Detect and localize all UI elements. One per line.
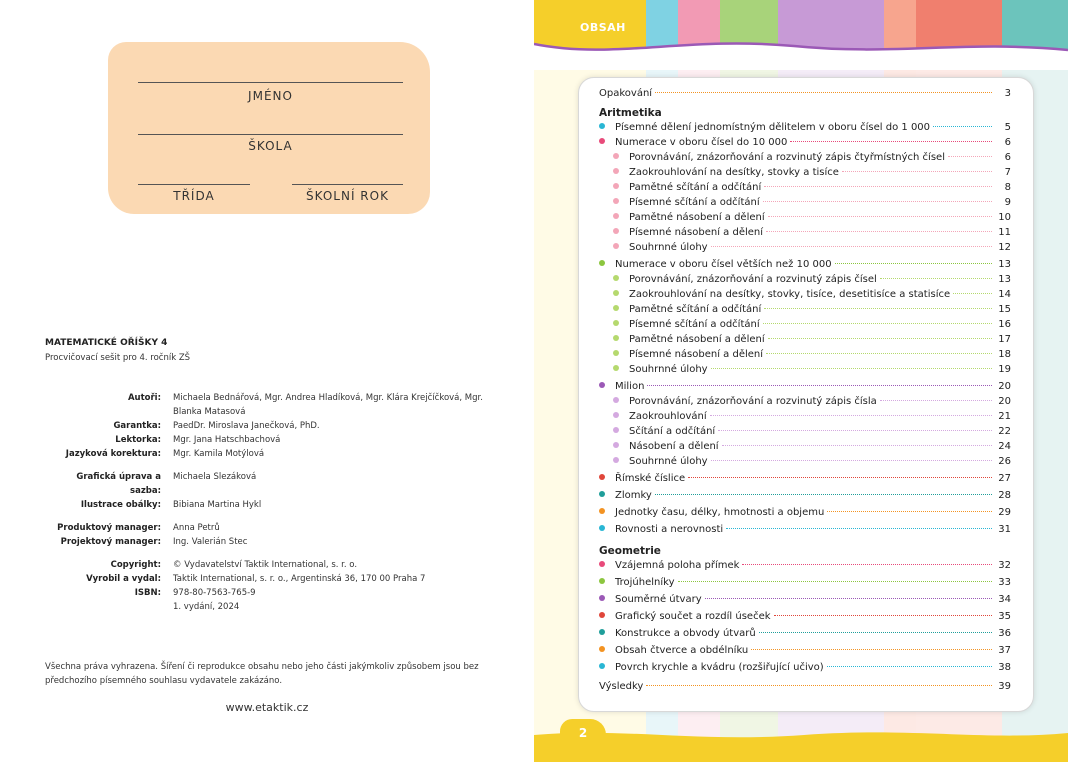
right-page (534, 0, 1068, 762)
school-year-label: ŠKOLNÍ ROK (306, 189, 389, 203)
bullet-icon (613, 198, 619, 204)
bullet-icon (599, 138, 605, 144)
toc-page-number: 6 (1004, 152, 1011, 163)
toc-page-number: 24 (998, 441, 1011, 452)
bullet-icon (599, 260, 605, 266)
toc-subentry[interactable] (599, 240, 1011, 255)
bullet-icon (613, 213, 619, 219)
school-label: ŠKOLA (248, 139, 293, 153)
bullet-icon (613, 412, 619, 418)
toc-page-number: 21 (998, 411, 1011, 422)
toc-entry-title: Souměrné útvary (615, 594, 702, 605)
toc-page-number: 10 (998, 212, 1011, 223)
toc-page-number: 5 (1004, 122, 1011, 133)
bullet-icon (613, 290, 619, 296)
toc-entry-title: Souhrnné úlohy (629, 364, 708, 375)
bullet-icon (613, 168, 619, 174)
bullet-icon (599, 525, 605, 531)
toc-entry[interactable] (599, 522, 1011, 537)
toc-entry[interactable] (599, 609, 1011, 624)
footer-wave (534, 725, 1068, 762)
credit-key: Lektorka: (115, 435, 161, 445)
bullet-icon (613, 153, 619, 159)
toc-subentry[interactable] (599, 287, 1011, 302)
bullet-icon (599, 123, 605, 129)
toc-entry[interactable] (599, 471, 1011, 486)
bullet-icon (599, 663, 605, 669)
book-subtitle: Procvičovací sešit pro 4. ročník ZŠ (45, 353, 191, 363)
credit-key: Ilustrace obálky: (80, 500, 161, 510)
toc-entry-title: Trojúhelníky (615, 577, 675, 588)
leader-dots (647, 385, 992, 386)
toc-page-number: 27 (998, 473, 1011, 484)
toc-entry-title: Pamětné násobení a dělení (629, 212, 765, 223)
credit-row (45, 391, 505, 419)
website-link[interactable]: www.etaktik.cz (225, 701, 309, 714)
toc-entry-title: Povrch krychle a kvádru (rozšiřující učivo) (615, 662, 824, 673)
toc-entry-title: Grafický součet a rozdíl úseček (615, 611, 771, 622)
toc-page-number: 7 (1004, 167, 1011, 178)
leader-dots (764, 186, 992, 187)
toc-page-number: 20 (998, 396, 1011, 407)
name-form-box (108, 42, 430, 214)
toc-page-number: 12 (998, 242, 1011, 253)
toc-page-number: 13 (998, 259, 1011, 270)
leader-dots (948, 156, 992, 157)
leader-dots (711, 246, 992, 247)
name-label: JMÉNO (248, 89, 293, 103)
toc-page-number: 20 (998, 381, 1011, 392)
credit-row (45, 521, 505, 535)
toc-subentry[interactable] (599, 317, 1011, 332)
bullet-icon (613, 427, 619, 433)
credit-value: 1. vydání, 2024 (173, 602, 240, 612)
bullet-icon (599, 508, 605, 514)
toc-page-number: 38 (998, 662, 1011, 673)
leader-dots (711, 368, 992, 369)
toc-page-number: 36 (998, 628, 1011, 639)
toc-entry-title: Písemné sčítání a odčítání (629, 197, 760, 208)
credit-value: Michaela Bednářová, Mgr. Andrea Hladíková, Mgr. Klára Krejčíčková, Mgr. Blanka Matasová (173, 393, 483, 417)
toc-page-number: 8 (1004, 182, 1011, 193)
toc-entry[interactable] (599, 379, 1011, 394)
toc-entry-title: Sčítání a odčítání (629, 426, 716, 437)
leader-dots (711, 460, 992, 461)
toc-entry-title: Pamětné sčítání a odčítání (629, 182, 762, 193)
toc-page-number: 35 (998, 611, 1011, 622)
toc-page-number: 31 (998, 524, 1011, 535)
credit-key: Autoři: (127, 393, 161, 403)
leader-dots (880, 400, 992, 401)
toc-subentry[interactable] (599, 439, 1011, 454)
bullet-icon (613, 275, 619, 281)
toc-subentry[interactable] (599, 210, 1011, 225)
toc-entry-title: Porovnávání, znázorňování a rozvinutý zápis čísel (629, 274, 877, 285)
toc-page-number: 32 (998, 560, 1011, 571)
leader-dots (827, 511, 992, 512)
toc-entry[interactable] (599, 592, 1011, 607)
credit-key: Garantka: (113, 421, 161, 431)
bullet-icon (599, 595, 605, 601)
toc-section-heading: Geometrie (599, 545, 661, 557)
leader-dots (790, 141, 992, 142)
toc-page-number: 39 (998, 681, 1011, 692)
toc-page-number: 22 (998, 426, 1011, 437)
toc-entry-title: Rovnosti a nerovnosti (615, 524, 724, 535)
toc-subentry[interactable] (599, 272, 1011, 287)
toc-card (578, 77, 1034, 712)
toc-entry[interactable] (599, 679, 1011, 694)
page-number: 2 (560, 719, 606, 747)
toc-entry-title: Porovnávání, znázorňování a rozvinutý zápis čtyřmístných čísel (629, 152, 945, 163)
leader-dots (718, 430, 992, 431)
leader-dots (751, 649, 992, 650)
credit-row (45, 600, 505, 614)
toc-entry-title: Násobení a dělení (629, 441, 719, 452)
bullet-icon (613, 397, 619, 403)
toc-entry-title: Pamětné sčítání a odčítání (629, 304, 762, 315)
bullet-icon (613, 243, 619, 249)
leader-dots (827, 666, 992, 667)
credit-row (45, 470, 505, 498)
bullet-icon (599, 646, 605, 652)
toc-page-number: 37 (998, 645, 1011, 656)
toc-subentry[interactable] (599, 332, 1011, 347)
toc-entry[interactable] (599, 558, 1011, 573)
toc-page-number: 17 (998, 334, 1011, 345)
toc-subentry[interactable] (599, 362, 1011, 377)
credit-value: Anna Petrů (173, 523, 220, 533)
toc-page-number: 29 (998, 507, 1011, 518)
credit-value: Mgr. Kamila Motýlová (173, 449, 265, 459)
toc-page-number: 11 (998, 227, 1011, 238)
toc-entry-title: Numerace v oboru čísel větších než 10 000 (615, 259, 832, 270)
bullet-icon (613, 335, 619, 341)
book-title: MATEMATICKÉ OŘÍŠKY 4 (45, 338, 168, 348)
credit-value: © Vydavatelství Taktik International, s. r. o. (173, 560, 358, 570)
leader-dots (880, 278, 992, 279)
toc-page-number: 16 (998, 319, 1011, 330)
leader-dots (774, 615, 992, 616)
toc-page-number: 3 (1004, 88, 1011, 99)
toc-entry-title: Souhrnné úlohy (629, 242, 708, 253)
leader-dots (842, 171, 992, 172)
toc-page-number: 18 (998, 349, 1011, 360)
toc-page-number: 6 (1004, 137, 1011, 148)
leader-dots (764, 308, 992, 309)
toc-entry-title: Jednotky času, délky, hmotnosti a objemu (615, 507, 825, 518)
toc-entry-title: Písemné sčítání a odčítání (629, 319, 760, 330)
toc-page-number: 33 (998, 577, 1011, 588)
leader-dots (655, 92, 992, 93)
toc-entry-title: Konstrukce a obvody útvarů (615, 628, 756, 639)
toc-subentry[interactable] (599, 424, 1011, 439)
toc-subentry[interactable] (599, 165, 1011, 180)
bullet-icon (599, 612, 605, 618)
leader-dots (655, 494, 992, 495)
toc-entry-title: Písemné násobení a dělení (629, 349, 764, 360)
toc-page-number: 9 (1004, 197, 1011, 208)
toc-entry-title: Výsledky (599, 681, 644, 692)
toc-entry-title: Římské číslice (615, 473, 686, 484)
toc-entry[interactable] (599, 660, 1011, 675)
credit-row (45, 433, 505, 447)
toc-subentry[interactable] (599, 454, 1011, 469)
leader-dots (766, 353, 992, 354)
toc-page-number: 26 (998, 456, 1011, 467)
leader-dots (742, 564, 992, 565)
leader-dots (763, 323, 992, 324)
toc-entry[interactable] (599, 120, 1011, 135)
toc-subentry[interactable] (599, 225, 1011, 240)
toc-entry-title: Porovnávání, znázorňování a rozvinutý zápis čísla (629, 396, 877, 407)
class-label: TŘÍDA (173, 189, 215, 203)
toc-page-number: 19 (998, 364, 1011, 375)
credit-value: Ing. Valerián Stec (173, 537, 248, 547)
toc-entry-title: Opakování (599, 88, 653, 99)
leader-dots (768, 338, 992, 339)
class-line[interactable] (138, 184, 250, 185)
toc-entry-title: Zlomky (615, 490, 652, 501)
table-of-contents (599, 86, 1011, 694)
leader-dots (722, 445, 992, 446)
toc-entry[interactable] (599, 135, 1011, 150)
school-year-line[interactable] (292, 184, 403, 185)
toc-entry[interactable] (599, 505, 1011, 520)
toc-page-number: 14 (998, 289, 1011, 300)
bullet-icon (613, 350, 619, 356)
credit-value: Bibiana Martina Hykl (173, 500, 262, 510)
toc-page-number: 15 (998, 304, 1011, 315)
header-wave (534, 30, 1068, 70)
toc-subentry[interactable] (599, 347, 1011, 362)
credit-key: Produktový manager: (57, 523, 161, 533)
toc-entry-title: Milion (615, 381, 645, 392)
bullet-icon (599, 474, 605, 480)
bullet-icon (613, 183, 619, 189)
leader-dots (763, 201, 992, 202)
credit-key: Grafická úprava a sazba: (76, 472, 161, 496)
bullet-icon (599, 629, 605, 635)
leader-dots (933, 126, 992, 127)
credit-row (45, 447, 505, 461)
school-line[interactable] (138, 134, 403, 135)
leader-dots (726, 528, 992, 529)
toc-page-number: 34 (998, 594, 1011, 605)
toc-subentry[interactable] (599, 195, 1011, 210)
toc-page-number: 28 (998, 490, 1011, 501)
toc-entry[interactable] (599, 488, 1011, 503)
credit-row (45, 535, 505, 549)
leader-dots (835, 263, 992, 264)
toc-entry-title: Zaokrouhlování na desítky, stovky a tisíce (629, 167, 839, 178)
leader-dots (766, 231, 992, 232)
credit-row (45, 419, 505, 433)
credit-row (45, 498, 505, 512)
credit-key: Projektový manager: (60, 537, 161, 547)
toc-entry-title: Pamětné násobení a dělení (629, 334, 765, 345)
toc-entry-title: Písemné násobení a dělení (629, 227, 764, 238)
toc-entry-title: Vzájemná poloha přímek (615, 560, 740, 571)
toc-subentry[interactable] (599, 409, 1011, 424)
leader-dots (953, 293, 992, 294)
toc-entry-title: Zaokrouhlování (629, 411, 707, 422)
bullet-icon (613, 305, 619, 311)
leader-dots (768, 216, 992, 217)
toc-subentry[interactable] (599, 394, 1011, 409)
bullet-icon (613, 228, 619, 234)
toc-entry[interactable] (599, 257, 1011, 272)
bullet-icon (613, 442, 619, 448)
leader-dots (759, 632, 992, 633)
credit-value: Mgr. Jana Hatschbachová (173, 435, 281, 445)
bullet-icon (599, 578, 605, 584)
toc-entry-title: Souhrnné úlohy (629, 456, 708, 467)
section-header-label: OBSAH (580, 21, 626, 34)
credit-key: ISBN: (134, 588, 161, 598)
credit-value: Taktik International, s. r. o., Argentinská 36, 170 00 Praha 7 (173, 574, 426, 584)
leader-dots (710, 415, 992, 416)
credit-row (45, 558, 505, 572)
credit-key: Copyright: (110, 560, 161, 570)
toc-entry[interactable] (599, 643, 1011, 658)
credit-key: Jazyková korektura: (65, 449, 161, 459)
leader-dots (646, 685, 992, 686)
bullet-icon (613, 365, 619, 371)
credit-key: Vyrobil a vydal: (86, 574, 161, 584)
toc-entry[interactable] (599, 86, 1011, 101)
credit-row (45, 572, 505, 586)
credit-row (45, 586, 505, 600)
bullet-icon (613, 320, 619, 326)
toc-entry-title: Písemné dělení jednomístným dělitelem v oboru čísel do 1 000 (615, 122, 931, 133)
toc-entry-title: Numerace v oboru čísel do 10 000 (615, 137, 788, 148)
toc-entry[interactable] (599, 575, 1011, 590)
toc-entry-title: Zaokrouhlování na desítky, stovky, tisíce, desetitisíce a statisíce (629, 289, 951, 300)
bullet-icon (599, 491, 605, 497)
leader-dots (678, 581, 992, 582)
leader-dots (705, 598, 992, 599)
toc-subentry[interactable] (599, 302, 1011, 317)
credit-key (45, 600, 161, 614)
credits (45, 391, 505, 614)
toc-page-number: 13 (998, 274, 1011, 285)
toc-section-heading: Aritmetika (599, 107, 662, 119)
toc-subentry[interactable] (599, 150, 1011, 165)
rights-notice: Všechna práva vyhrazena. Šíření či reprodukce obsahu nebo jeho části jakýmkoliv způsobem jsou bez předchozího písemného souhlasu vydavatele zakázáno. (45, 662, 479, 686)
bullet-icon (613, 457, 619, 463)
bullet-icon (599, 382, 605, 388)
toc-entry[interactable] (599, 626, 1011, 641)
toc-entry-title: Obsah čtverce a obdélníku (615, 645, 749, 656)
leader-dots (688, 477, 992, 478)
toc-subentry[interactable] (599, 180, 1011, 195)
name-line[interactable] (138, 82, 403, 83)
credit-value: 978-80-7563-765-9 (173, 588, 256, 598)
credit-value: Michaela Slezáková (173, 472, 257, 482)
bullet-icon (599, 561, 605, 567)
credit-value: PaedDr. Miroslava Janečková, PhD. (173, 421, 320, 431)
